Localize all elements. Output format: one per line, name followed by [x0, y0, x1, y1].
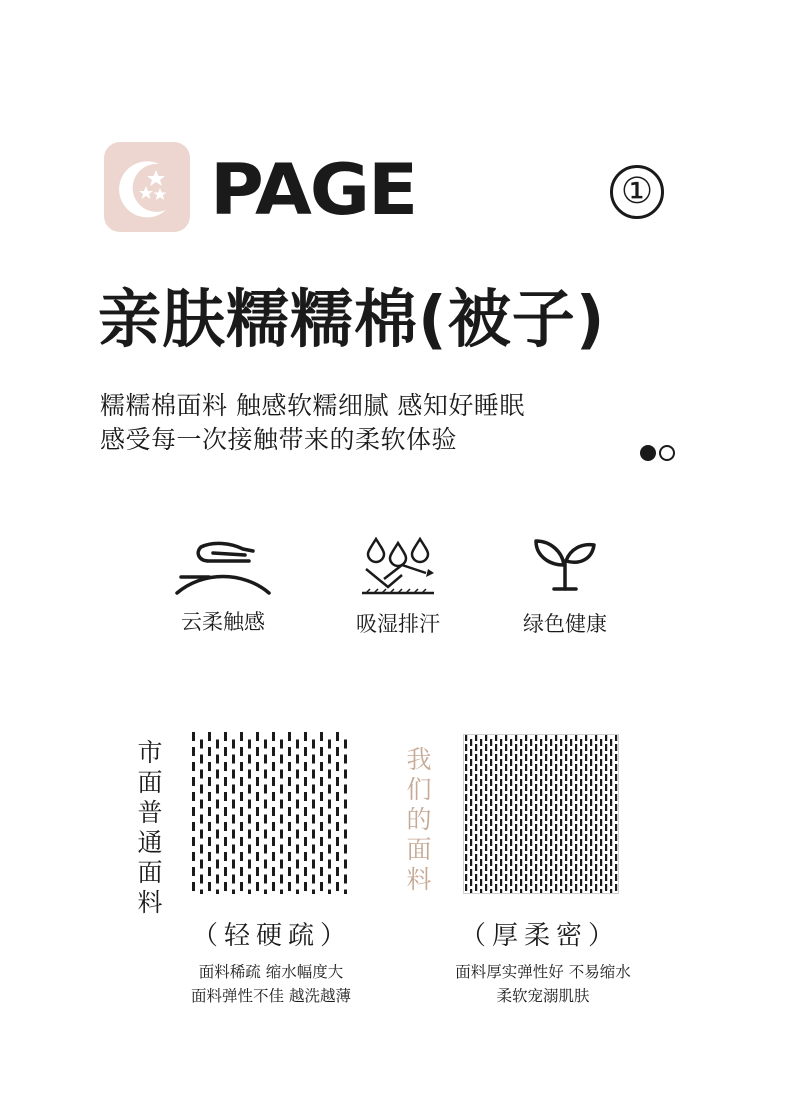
- sprout-icon: [530, 535, 600, 597]
- comparison-left-label: 市 面 普 通 面 料: [137, 738, 163, 917]
- water-drops-icon: [358, 535, 438, 597]
- comparison-left-desc: [121, 960, 421, 1008]
- intro-line-2: 感受每一次接触带来的柔软体验: [100, 425, 458, 454]
- feature-label: 云柔触感: [181, 610, 265, 634]
- feature-label: 吸湿排汗: [356, 612, 440, 636]
- feature-moisture-wicking: [328, 535, 468, 637]
- fabric-swatch-regular: [190, 732, 348, 894]
- desc-line: 面料稀疏 缩水幅度大: [198, 963, 344, 981]
- comparison-left-quality: （轻硬疏）: [191, 921, 352, 951]
- intro-line-1: 糯糯棉面料 触感软糯细腻 感知好睡眠: [100, 391, 525, 420]
- page-title: 亲肤糯糯棉(被子): [98, 283, 606, 356]
- pagination-dot[interactable]: [659, 445, 675, 461]
- fabric-swatch-ours: [463, 734, 619, 894]
- desc-line: 面料厚实弹性好 不易缩水: [455, 963, 631, 981]
- comparison-right-desc: [393, 960, 693, 1008]
- pagination-dot-active[interactable]: [640, 445, 656, 461]
- hand-stroking-icon: [173, 535, 273, 595]
- page-number-badge: ①: [610, 165, 664, 219]
- logo: [104, 142, 190, 232]
- moon-stars-icon: [104, 142, 190, 232]
- brand-wordmark: PAGE: [210, 149, 417, 231]
- desc-line: 面料弹性不佳 越洗越薄: [191, 987, 351, 1005]
- feature-soft-touch: [153, 535, 293, 635]
- feature-green-healthy: [495, 535, 635, 637]
- comparison-right-label: 我 们 的 面 料: [406, 745, 432, 894]
- feature-label: 绿色健康: [523, 612, 607, 636]
- pagination-dots: [640, 442, 678, 461]
- comparison-right-quality: （厚柔密）: [459, 921, 620, 951]
- desc-line: 柔软宠溺肌肤: [496, 987, 590, 1005]
